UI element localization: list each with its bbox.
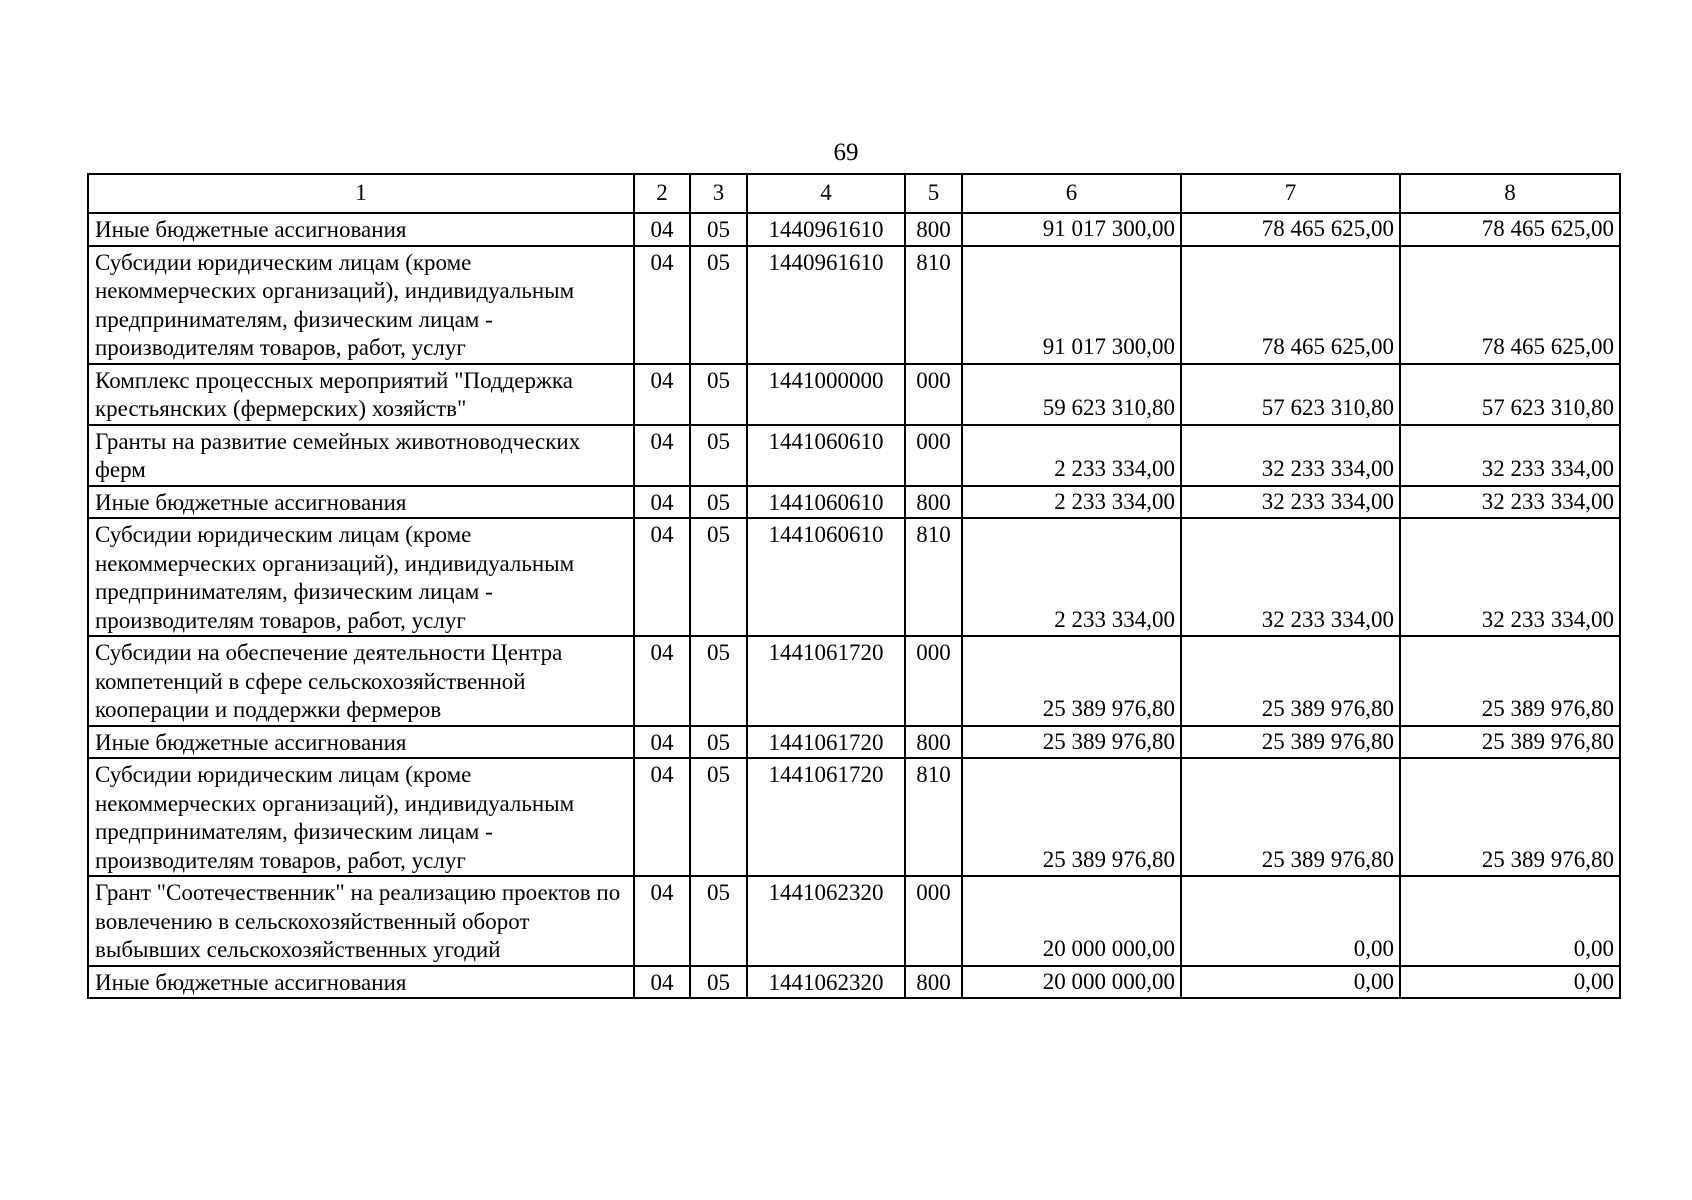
row-name: Субсидии юридическим лицам (кроме некоммерческих организаций), индивидуальным предпринимателям, физическим лицам - производителям товаров, работ, услуг — [88, 246, 634, 364]
amount-col6: 25 389 976,80 — [962, 636, 1181, 726]
expense-kind-code: 810 — [905, 246, 962, 364]
section-code: 04 — [634, 758, 690, 876]
amount-col7: 25 389 976,80 — [1181, 636, 1400, 726]
column-header: 1 — [88, 174, 634, 213]
section-code: 04 — [634, 364, 690, 425]
subsection-code: 05 — [690, 636, 747, 726]
section-code: 04 — [634, 636, 690, 726]
column-header: 6 — [962, 174, 1181, 213]
table-row — [88, 726, 1620, 759]
amount-col8: 25 389 976,80 — [1400, 636, 1620, 726]
amount-col8: 57 623 310,80 — [1400, 364, 1620, 425]
expense-kind-code: 000 — [905, 636, 962, 726]
section-code: 04 — [634, 518, 690, 636]
row-name: Субсидии на обеспечение деятельности Центра компетенций в сфере сельскохозяйственной кооперации и поддержки фермеров — [88, 636, 634, 726]
amount-col8: 0,00 — [1400, 966, 1620, 999]
row-name: Субсидии юридическим лицам (кроме некоммерческих организаций), индивидуальным предпринимателям, физическим лицам - производителям товаров, работ, услуг — [88, 518, 634, 636]
column-header: 3 — [690, 174, 747, 213]
amount-col8: 78 465 625,00 — [1400, 246, 1620, 364]
amount-col7: 0,00 — [1181, 876, 1400, 966]
amount-col6: 25 389 976,80 — [962, 726, 1181, 759]
subsection-code: 05 — [690, 425, 747, 486]
amount-col7: 25 389 976,80 — [1181, 726, 1400, 759]
table-row — [88, 246, 1620, 364]
budget-table — [87, 173, 1621, 999]
row-name: Иные бюджетные ассигнования — [88, 726, 634, 759]
expense-kind-code: 800 — [905, 726, 962, 759]
amount-col6: 20 000 000,00 — [962, 966, 1181, 999]
amount-col7: 32 233 334,00 — [1181, 425, 1400, 486]
expense-kind-code: 810 — [905, 518, 962, 636]
amount-col7: 0,00 — [1181, 966, 1400, 999]
table-row — [88, 636, 1620, 726]
amount-col7: 78 465 625,00 — [1181, 246, 1400, 364]
section-code: 04 — [634, 213, 690, 246]
subsection-code: 05 — [690, 876, 747, 966]
target-code: 1441060610 — [747, 425, 905, 486]
row-name: Комплекс процессных мероприятий "Поддержка крестьянских (фермерских) хозяйств" — [88, 364, 634, 425]
section-code: 04 — [634, 486, 690, 519]
table-row — [88, 518, 1620, 636]
target-code: 1441061720 — [747, 758, 905, 876]
expense-kind-code: 000 — [905, 425, 962, 486]
amount-col8: 32 233 334,00 — [1400, 486, 1620, 519]
expense-kind-code: 000 — [905, 876, 962, 966]
amount-col7: 32 233 334,00 — [1181, 486, 1400, 519]
table-row — [88, 364, 1620, 425]
amount-col7: 57 623 310,80 — [1181, 364, 1400, 425]
subsection-code: 05 — [690, 364, 747, 425]
amount-col6: 59 623 310,80 — [962, 364, 1181, 425]
target-code: 1441061720 — [747, 726, 905, 759]
expense-kind-code: 000 — [905, 364, 962, 425]
table-row — [88, 486, 1620, 519]
column-header: 4 — [747, 174, 905, 213]
section-code: 04 — [634, 726, 690, 759]
target-code: 1441061720 — [747, 636, 905, 726]
page-number: 69 — [833, 139, 859, 166]
budget-table-body — [88, 174, 1620, 998]
section-code: 04 — [634, 876, 690, 966]
expense-kind-code: 800 — [905, 486, 962, 519]
amount-col6: 2 233 334,00 — [962, 518, 1181, 636]
amount-col6: 2 233 334,00 — [962, 486, 1181, 519]
section-code: 04 — [634, 246, 690, 364]
row-name: Иные бюджетные ассигнования — [88, 966, 634, 999]
expense-kind-code: 800 — [905, 966, 962, 999]
table-row — [88, 213, 1620, 246]
section-code: 04 — [634, 425, 690, 486]
subsection-code: 05 — [690, 246, 747, 364]
amount-col8: 0,00 — [1400, 876, 1620, 966]
target-code: 1441060610 — [747, 518, 905, 636]
table-row — [88, 876, 1620, 966]
row-name: Иные бюджетные ассигнования — [88, 213, 634, 246]
amount-col6: 91 017 300,00 — [962, 246, 1181, 364]
amount-col8: 25 389 976,80 — [1400, 758, 1620, 876]
target-code: 1441060610 — [747, 486, 905, 519]
target-code: 1440961610 — [747, 246, 905, 364]
subsection-code: 05 — [690, 213, 747, 246]
column-header: 5 — [905, 174, 962, 213]
column-header: 2 — [634, 174, 690, 213]
amount-col7: 32 233 334,00 — [1181, 518, 1400, 636]
row-name: Субсидии юридическим лицам (кроме некоммерческих организаций), индивидуальным предпринимателям, физическим лицам - производителям товаров, работ, услуг — [88, 758, 634, 876]
row-name: Иные бюджетные ассигнования — [88, 486, 634, 519]
amount-col6: 91 017 300,00 — [962, 213, 1181, 246]
column-header: 8 — [1400, 174, 1620, 213]
amount-col7: 25 389 976,80 — [1181, 758, 1400, 876]
header-row — [88, 174, 1620, 213]
amount-col8: 32 233 334,00 — [1400, 518, 1620, 636]
table-row — [88, 966, 1620, 999]
expense-kind-code: 810 — [905, 758, 962, 876]
subsection-code: 05 — [690, 758, 747, 876]
table-row — [88, 425, 1620, 486]
target-code: 1441062320 — [747, 966, 905, 999]
target-code: 1441062320 — [747, 876, 905, 966]
subsection-code: 05 — [690, 726, 747, 759]
section-code: 04 — [634, 966, 690, 999]
target-code: 1441000000 — [747, 364, 905, 425]
amount-col7: 78 465 625,00 — [1181, 213, 1400, 246]
amount-col8: 25 389 976,80 — [1400, 726, 1620, 759]
amount-col6: 25 389 976,80 — [962, 758, 1181, 876]
expense-kind-code: 800 — [905, 213, 962, 246]
table-row — [88, 758, 1620, 876]
subsection-code: 05 — [690, 966, 747, 999]
row-name: Гранты на развитие семейных животноводческих ферм — [88, 425, 634, 486]
column-header: 7 — [1181, 174, 1400, 213]
target-code: 1440961610 — [747, 213, 905, 246]
row-name: Грант "Соотечественник" на реализацию проектов по вовлечению в сельскохозяйственный оборот выбывших сельскохозяйственных угодий — [88, 876, 634, 966]
subsection-code: 05 — [690, 518, 747, 636]
amount-col8: 78 465 625,00 — [1400, 213, 1620, 246]
amount-col8: 32 233 334,00 — [1400, 425, 1620, 486]
amount-col6: 2 233 334,00 — [962, 425, 1181, 486]
subsection-code: 05 — [690, 486, 747, 519]
amount-col6: 20 000 000,00 — [962, 876, 1181, 966]
